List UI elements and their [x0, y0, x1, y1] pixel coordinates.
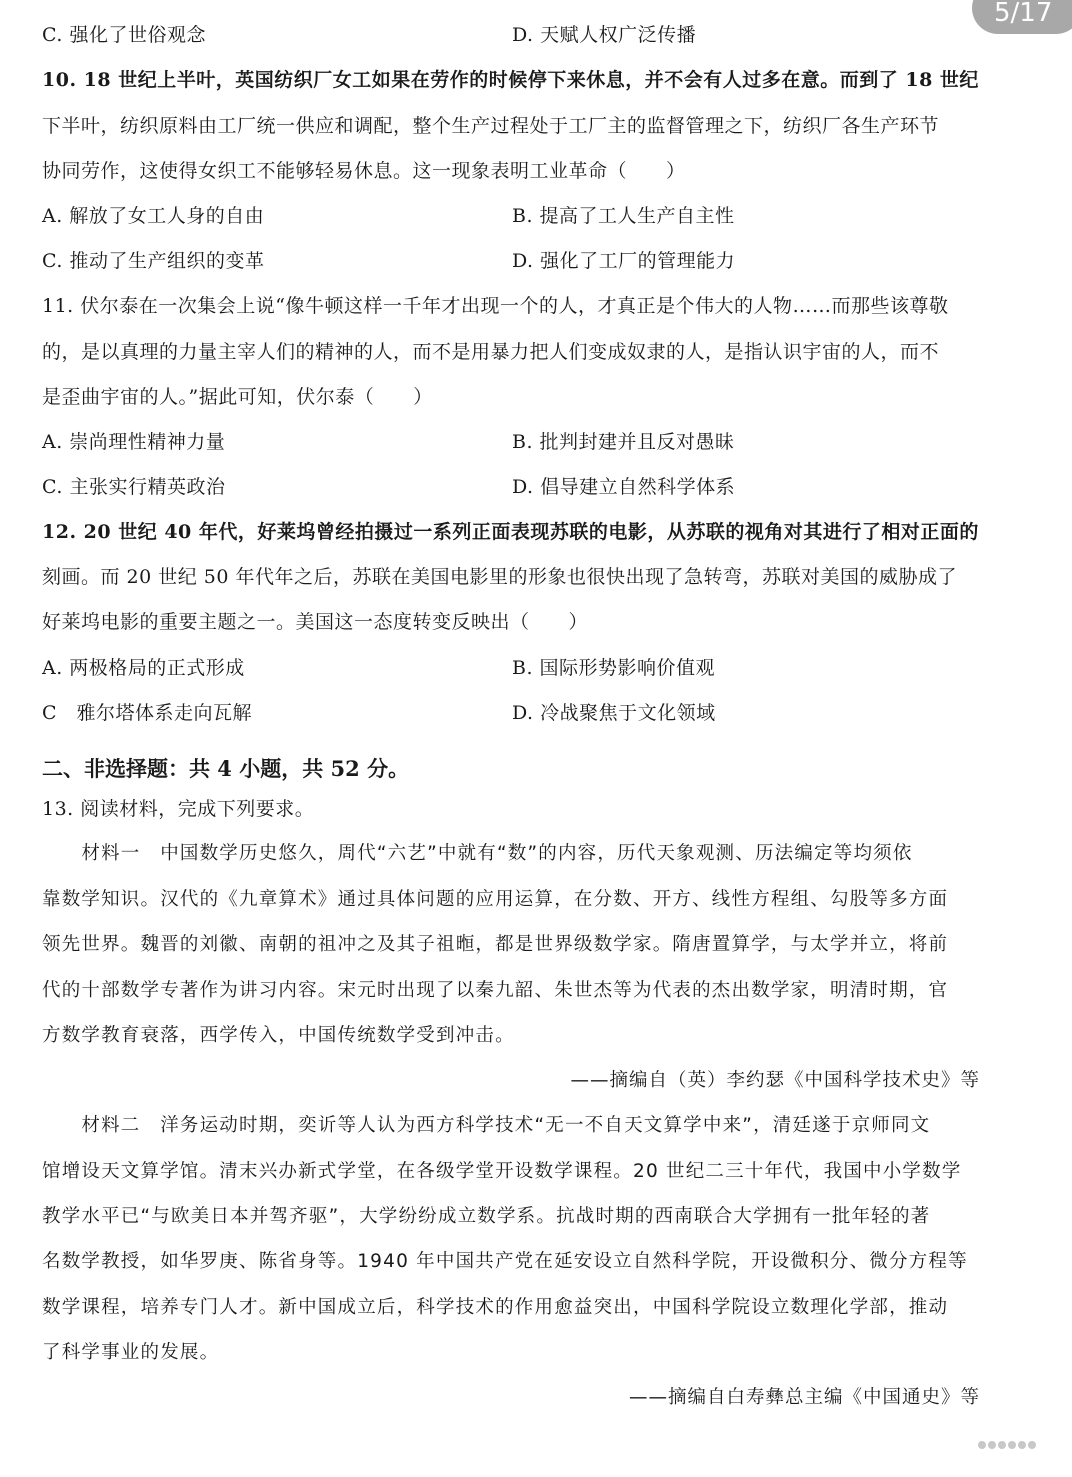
material-2-line-2: 馆增设天文算学馆。清末兴办新式学堂，在各级学堂开设数学课程。20 世纪二三十年代，我国中小学数学 — [42, 1161, 962, 1182]
q12-option-c: C 雅尔塔体系走向瓦解 — [42, 702, 253, 724]
q10-option-c: C. 推动了生产组织的变革 — [42, 250, 265, 272]
q12-stem-line-3: 好莱坞电影的重要主题之一。美国这一态度转变反映出（ ） — [42, 611, 589, 633]
page-dot — [1018, 1441, 1026, 1449]
page-dot — [1028, 1441, 1036, 1449]
q12-option-b: B. 国际形势影响价值观 — [512, 657, 716, 679]
material-1-line-1: 材料一 中国数学历史悠久，周代“六艺”中就有“数”的内容，历代天象观测、历法编定等均须依 — [42, 843, 913, 864]
q10-stem-line-1: 10. 18 世纪上半叶，英国纺织厂女工如果在劳作的时候停下来休息，并不会有人过多在意。而到了 18 世纪 — [42, 69, 979, 91]
material-1-line-3: 领先世界。魏晋的刘徽、南朝的祖冲之及其子祖暅，都是世界级数学家。隋唐置算学，与太学并立，将前 — [42, 934, 949, 955]
q9-option-c: C. 强化了世俗观念 — [42, 24, 206, 46]
q12-option-a: A. 两极格局的正式形成 — [42, 657, 245, 679]
material-2-line-3: 教学水平已“与欧美日本并驾齐驱”，大学纷纷成立数学系。抗战时期的西南联合大学拥有一批年轻的著 — [42, 1206, 931, 1227]
q11-option-c: C. 主张实行精英政治 — [42, 476, 226, 498]
q11-option-d: D. 倡导建立自然科学体系 — [512, 476, 736, 498]
section-heading: 二、非选择题：共 4 小题，共 52 分。 — [42, 756, 410, 781]
material-1-line-4: 代的十部数学专著作为讲习内容。宋元时出现了以秦九韶、朱世杰等为代表的杰出数学家，明清时期，官 — [42, 980, 949, 1001]
q11-option-a: A. 崇尚理性精神力量 — [42, 431, 226, 453]
material-1-line-5: 方数学教育衰落，西学传入，中国传统数学受到冲击。 — [42, 1025, 515, 1046]
page-dot — [1008, 1441, 1016, 1449]
material-2-line-5: 数学课程，培养专门人才。新中国成立后，科学技术的作用愈益突出，中国科学院设立数理化学部，推动 — [42, 1297, 949, 1318]
q12-stem-line-1: 12. 20 世纪 40 年代，好莱坞曾经拍摄过一系列正面表现苏联的电影，从苏联的视角对其进行了相对正面的 — [42, 521, 979, 543]
q12-stem-line-2: 刻画。而 20 世纪 50 年代年之后，苏联在美国电影里的形象也很快出现了急转弯，苏联对美国的威胁成了 — [42, 566, 958, 588]
q10-option-d: D. 强化了工厂的管理能力 — [512, 250, 736, 272]
q11-stem-line-2: 的，是以真理的力量主宰人们的精神的人，而不是用暴力把人们变成奴隶的人，是指认识宇宙的人，而不 — [42, 341, 940, 363]
material-1-source: ——摘编自（英）李约瑟《中国科学技术史》等 — [570, 1070, 980, 1091]
page-dot — [978, 1441, 986, 1449]
material-2-line-4: 名数学教授，如华罗庚、陈省身等。1940 年中国共产党在延安设立自然科学院，开设微积分、微分方程等 — [42, 1251, 968, 1272]
q11-option-b: B. 批判封建并且反对愚昧 — [512, 431, 735, 453]
page-dots — [978, 1441, 1036, 1449]
page-dot — [988, 1441, 996, 1449]
q11-stem-line-3: 是歪曲宇宙的人。”据此可知，伏尔泰（ ） — [42, 386, 433, 408]
material-2-source: ——摘编自白寿彝总主编《中国通史》等 — [628, 1387, 980, 1408]
material-1-line-2: 靠数学知识。汉代的《九章算术》通过具体问题的应用运算，在分数、开方、线性方程组、勾股等多方面 — [42, 889, 949, 910]
material-2-line-6: 了科学事业的发展。 — [42, 1342, 220, 1363]
page-dot — [998, 1441, 1006, 1449]
q12-option-d: D. 冷战聚焦于文化领域 — [512, 702, 716, 724]
q11-stem-line-1: 11. 伏尔泰在一次集会上说“像牛顿这样一千年才出现一个的人，才真正是个伟大的人物……而那些该尊敬 — [42, 295, 949, 317]
q10-stem-line-2: 下半叶，纺织原料由工厂统一供应和调配，整个生产过程处于工厂主的监督管理之下，纺织厂各生产环节 — [42, 115, 940, 137]
material-2-line-1: 材料二 洋务运动时期，奕䜣等人认为西方科学技术“无一不自天文算学中来”，清廷遂于京师同文 — [42, 1115, 931, 1136]
q10-stem-line-3: 协同劳作，这使得女织工不能够轻易休息。这一现象表明工业革命（ ） — [42, 160, 686, 182]
q9-option-d: D. 天赋人权广泛传播 — [512, 24, 697, 46]
q10-option-b: B. 提高了工人生产自主性 — [512, 205, 735, 227]
q10-option-a: A. 解放了女工人身的自由 — [42, 205, 265, 227]
page-indicator: 5/17 — [972, 0, 1072, 34]
q13-intro: 13. 阅读材料，完成下列要求。 — [42, 798, 315, 820]
